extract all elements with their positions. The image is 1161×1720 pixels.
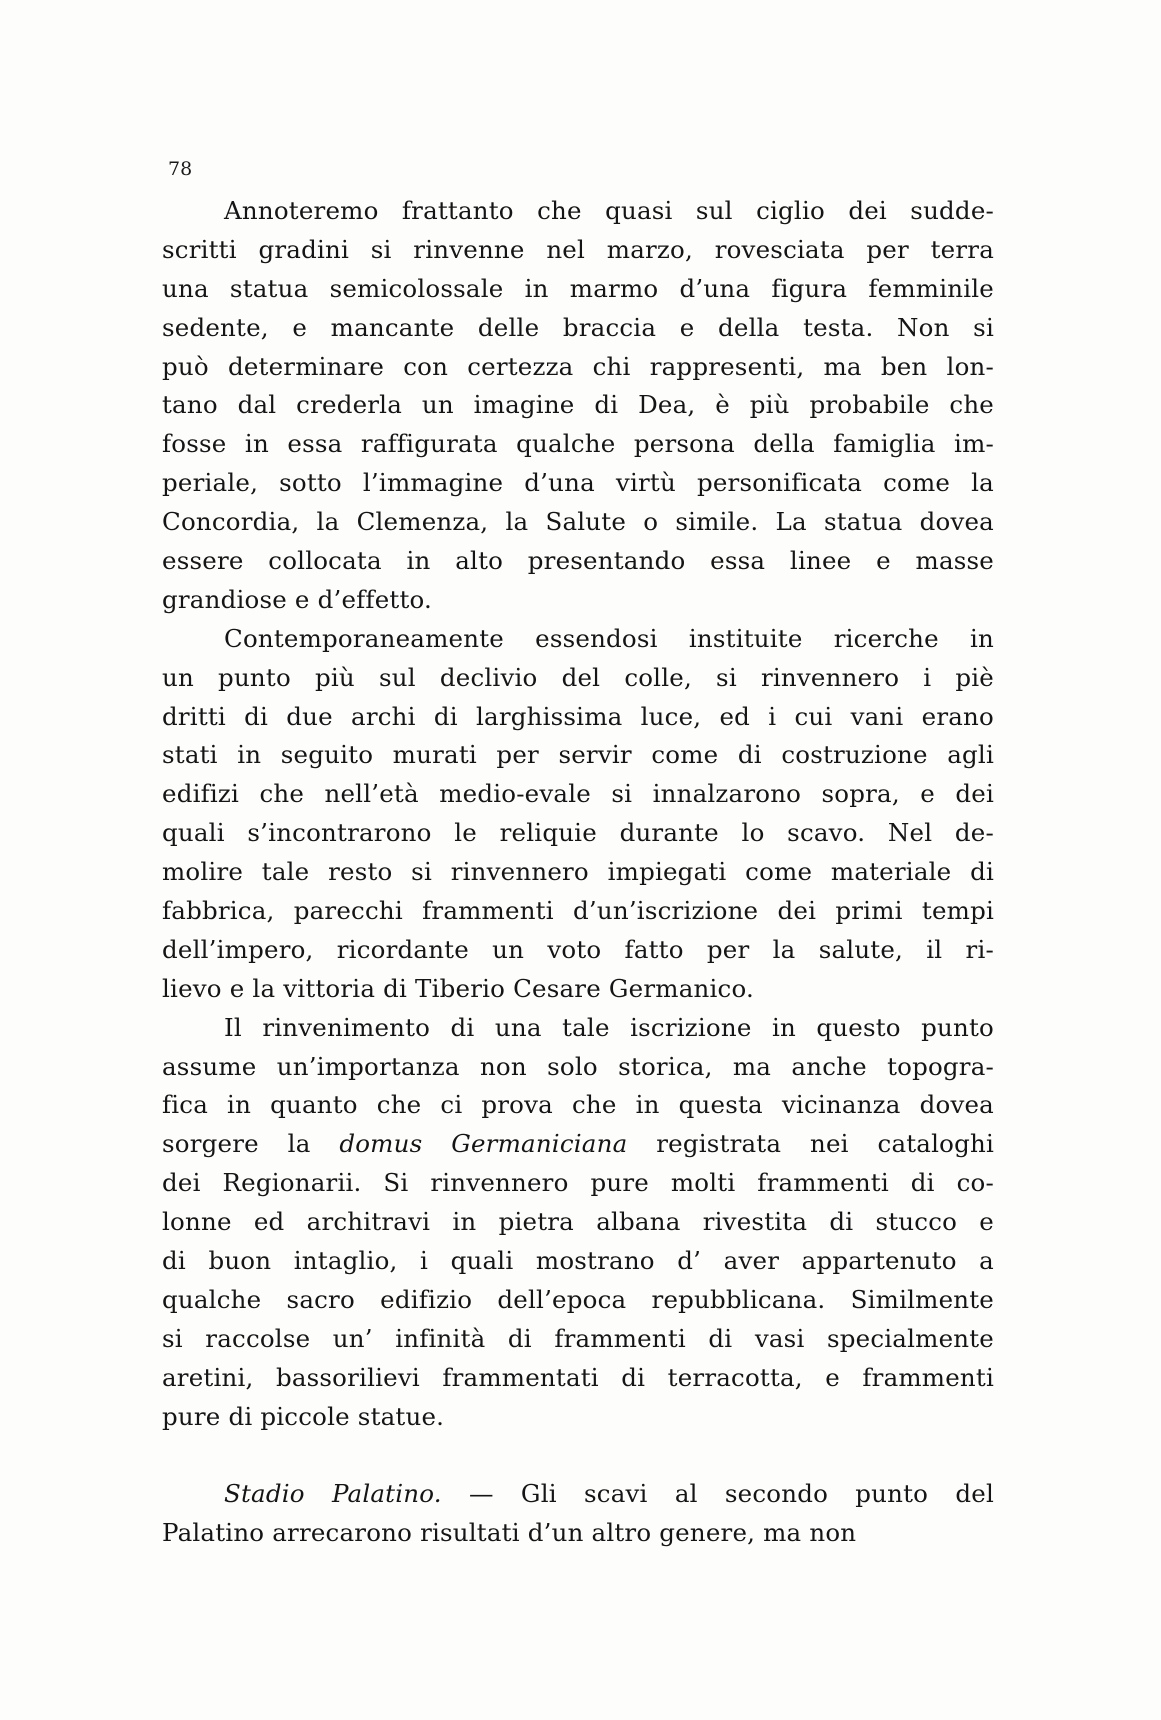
text-line: Annoteremo frattanto che quasi sul ciglio dei sudde-: [224, 196, 994, 225]
paragraph: [162, 192, 994, 620]
body-text: [162, 192, 994, 1553]
italic-term: Stadio Palatino.: [224, 1479, 442, 1509]
text-line: essere collocata in alto presentando essa linee e masse: [162, 546, 994, 576]
text-line: fica in quanto che ci prova che in questa vicinanza dovea: [162, 1090, 994, 1120]
text-line: sedente, e mancante delle braccia e della testa. Non si: [162, 312, 994, 342]
text-line: Concordia, la Clemenza, la Salute o simile. La statua dovea: [162, 507, 994, 537]
text-line: scritti gradini si rinvenne nel marzo, rovesciata per terra: [162, 234, 994, 264]
text-line: una statua semicolossale in marmo d’una figura femminile: [162, 273, 994, 303]
text-line: grandiose e d’effetto.: [162, 584, 433, 614]
text-line: pure di piccole statue.: [162, 1401, 445, 1431]
text-line: assume un’importanza non solo storica, ma anche topogra-: [162, 1051, 994, 1081]
text-line: tano dal crederla un imagine di Dea, è più probabile che: [162, 390, 994, 420]
text-line: stati in seguito murati per servir come di costruzione agli: [162, 740, 994, 770]
text-line: quali s’incontrarono le reliquie durante lo scavo. Nel de-: [162, 818, 994, 848]
text-line: qualche sacro edifizio dell’epoca repubblicana. Similmente: [162, 1284, 994, 1314]
section-gap: [162, 1437, 994, 1476]
text-line: dei Regionarii. Si rinvennero pure molti frammenti di co-: [162, 1168, 994, 1198]
text-line: Il rinvenimento di una tale iscrizione in questo punto: [224, 1012, 994, 1042]
text-line: lonne ed architravi in pietra albana rivestita di stucco e: [162, 1207, 994, 1237]
page-number: 78: [168, 158, 193, 180]
text-line: lievo e la vittoria di Tiberio Cesare Germanico.: [162, 973, 754, 1003]
text-line: fabbrica, parecchi frammenti d’un’iscrizione dei primi tempi: [162, 896, 994, 926]
text-line: sorgere la domus Germaniciana registrata nei cataloghi: [162, 1129, 994, 1159]
text-line: fosse in essa raffigurata qualche persona della famiglia im-: [162, 429, 994, 459]
text-line: Stadio Palatino. — Gli scavi al secondo punto del: [224, 1479, 994, 1509]
paragraph: [162, 1475, 994, 1553]
text-line: si raccolse un’ infinità di frammenti di vasi specialmente: [162, 1323, 994, 1353]
text-line: edifizi che nell’età medio-evale si innalzarono sopra, e dei: [162, 779, 994, 809]
text-line: periale, sotto l’immagine d’una virtù personificata come la: [162, 468, 994, 498]
text-line: può determinare con certezza chi rappresenti, ma ben lon-: [162, 351, 994, 381]
text-line: aretini, bassorilievi frammentati di terracotta, e frammenti: [162, 1362, 994, 1392]
text-line: Contemporaneamente essendosi instituite ricerche in: [224, 623, 994, 653]
text-line: un punto più sul declivio del colle, si rinvennero i piè: [162, 662, 994, 692]
text-line: dell’impero, ricordante un voto fatto per la salute, il ri-: [162, 934, 994, 964]
text-line: Palatino arrecarono risultati d’un altro genere, ma non: [162, 1518, 857, 1548]
text-line: di buon intaglio, i quali mostrano d’ aver appartenuto a: [162, 1246, 994, 1276]
paragraph: [162, 620, 994, 1009]
paragraph: [162, 1009, 994, 1437]
italic-term: domus Germaniciana: [339, 1129, 628, 1159]
text-line: dritti di due archi di larghissima luce, ed i cui vani erano: [162, 701, 994, 731]
text-line: molire tale resto si rinvennero impiegati come materiale di: [162, 857, 994, 887]
